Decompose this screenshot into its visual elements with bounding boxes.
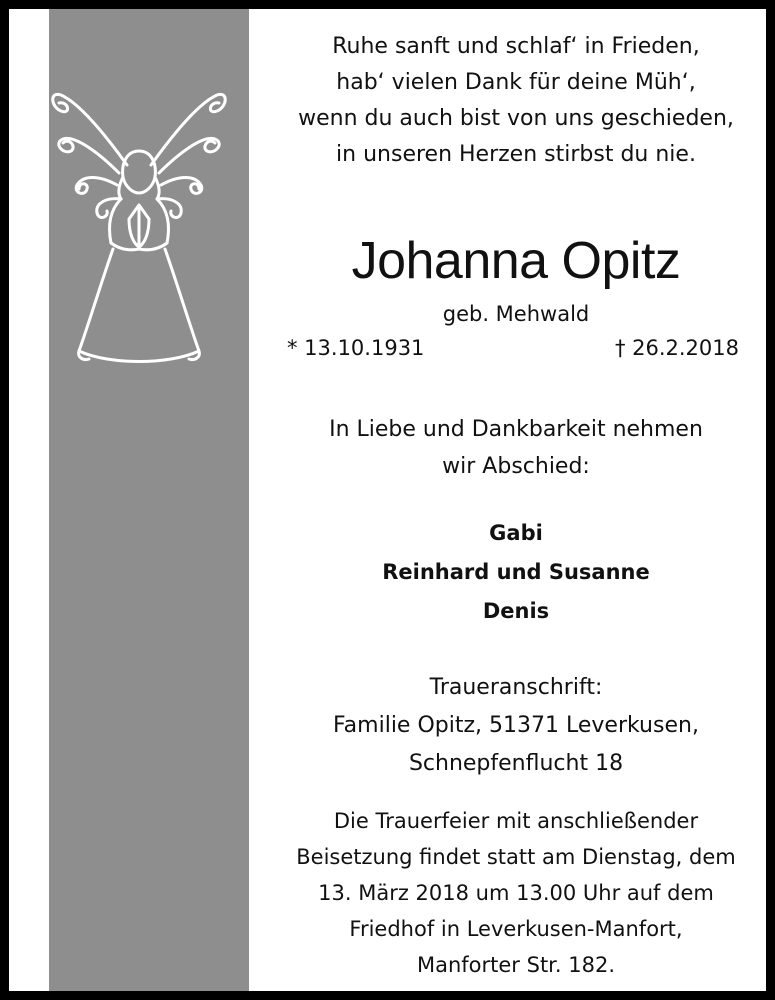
mourners-list [257,514,775,631]
mourning-address [257,669,775,783]
praying-angel-icon [49,73,229,373]
farewell-text [257,411,775,485]
poem-line: wenn du auch bist von uns geschieden, [298,106,734,131]
side-stripe [49,9,249,991]
address-line: Traueranschrift: [429,675,603,700]
ceremony-info [257,803,775,983]
mourner-name: Denis [482,599,550,623]
poem-line: in unseren Herzen stirbst du nie. [336,142,696,167]
death-date: † 26.2.2018 [614,336,739,360]
ceremony-line: Friedhof in Leverkusen-Manfort, [349,917,683,941]
obituary-text [257,9,775,991]
deceased-name: Johanna Opitz [351,232,681,290]
ceremony-line: Manforter Str. 182. [416,953,615,977]
address-line: Familie Opitz, 51371 Leverkusen, [333,713,699,738]
poem [257,29,775,173]
address-line: Schnepfenflucht 18 [408,751,624,776]
birth-name: geb. Mehwald [442,302,590,326]
ceremony-line: Beisetzung findet statt am Dienstag, dem [296,845,736,869]
mourner-name: Gabi [489,521,543,545]
birth-date: * 13.10.1931 [287,336,425,360]
farewell-line: wir Abschied: [442,454,590,479]
poem-line: hab‘ vielen Dank für deine Müh‘, [336,70,696,95]
ceremony-line: Die Trauerfeier mit anschließender [333,809,699,833]
mourner-name: Reinhard und Susanne [382,560,650,584]
farewell-line: In Liebe und Dankbarkeit nehmen [329,417,703,442]
poem-line: Ruhe sanft und schlaf‘ in Frieden, [332,34,700,59]
ceremony-line: 13. März 2018 um 13.00 Uhr auf dem [318,881,714,905]
